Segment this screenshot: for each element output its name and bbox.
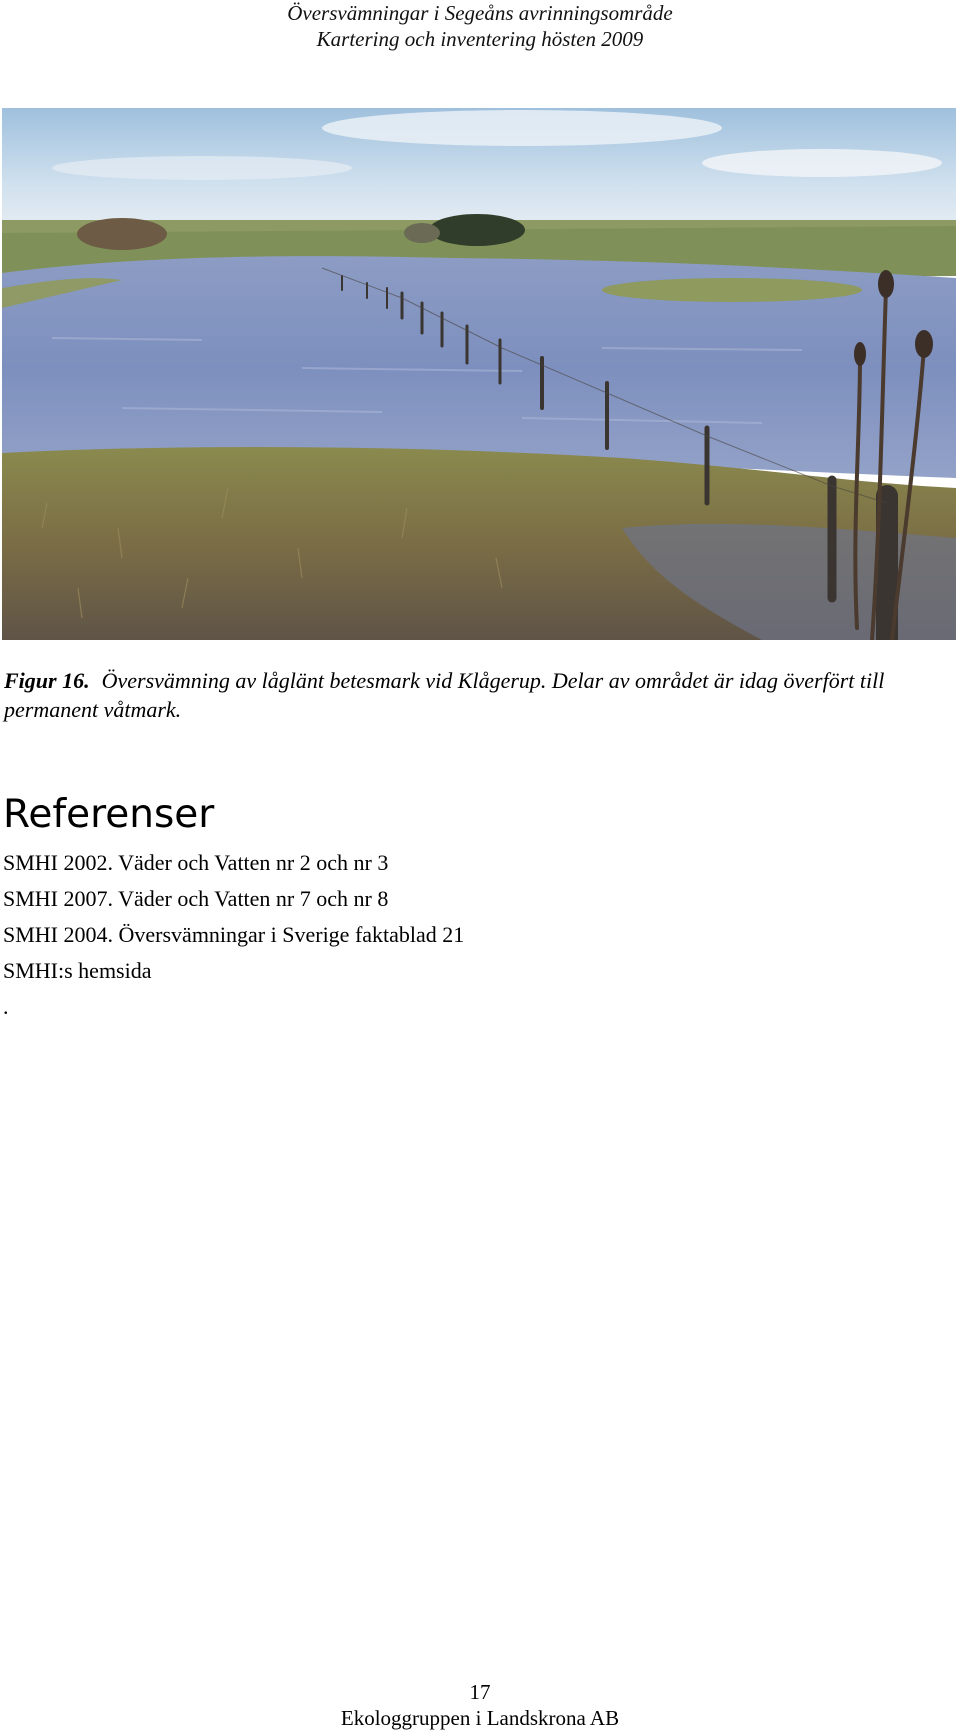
reference-item: SMHI 2007. Väder och Vatten nr 7 och nr 8 [3, 886, 389, 911]
reference-item: SMHI 2002. Väder och Vatten nr 2 och nr 3 [3, 850, 389, 875]
header-subtitle: Kartering och inventering hösten 2009 [316, 27, 644, 51]
reference-item: . [3, 994, 9, 1019]
reference-item: SMHI:s hemsida [3, 958, 152, 983]
flooded-pasture-photo [2, 108, 956, 640]
figure-caption-text: Översvämning av låglänt betesmark vid Klågerup. Delar av området är idag överfört till permanent våtmark. [4, 668, 885, 722]
page-number: 17 [469, 1680, 491, 1704]
figure-caption [4, 666, 944, 724]
references-heading: Referenser [3, 792, 215, 837]
figure-label: Figur 16. [4, 668, 90, 693]
reference-item: SMHI 2004. Översvämningar i Sverige faktablad 21 [3, 922, 465, 947]
header-title: Översvämningar i Segeåns avrinningsområde [287, 1, 673, 25]
references-list [3, 850, 903, 1030]
footer-organization: Ekologgruppen i Landskrona AB [340, 1706, 620, 1730]
